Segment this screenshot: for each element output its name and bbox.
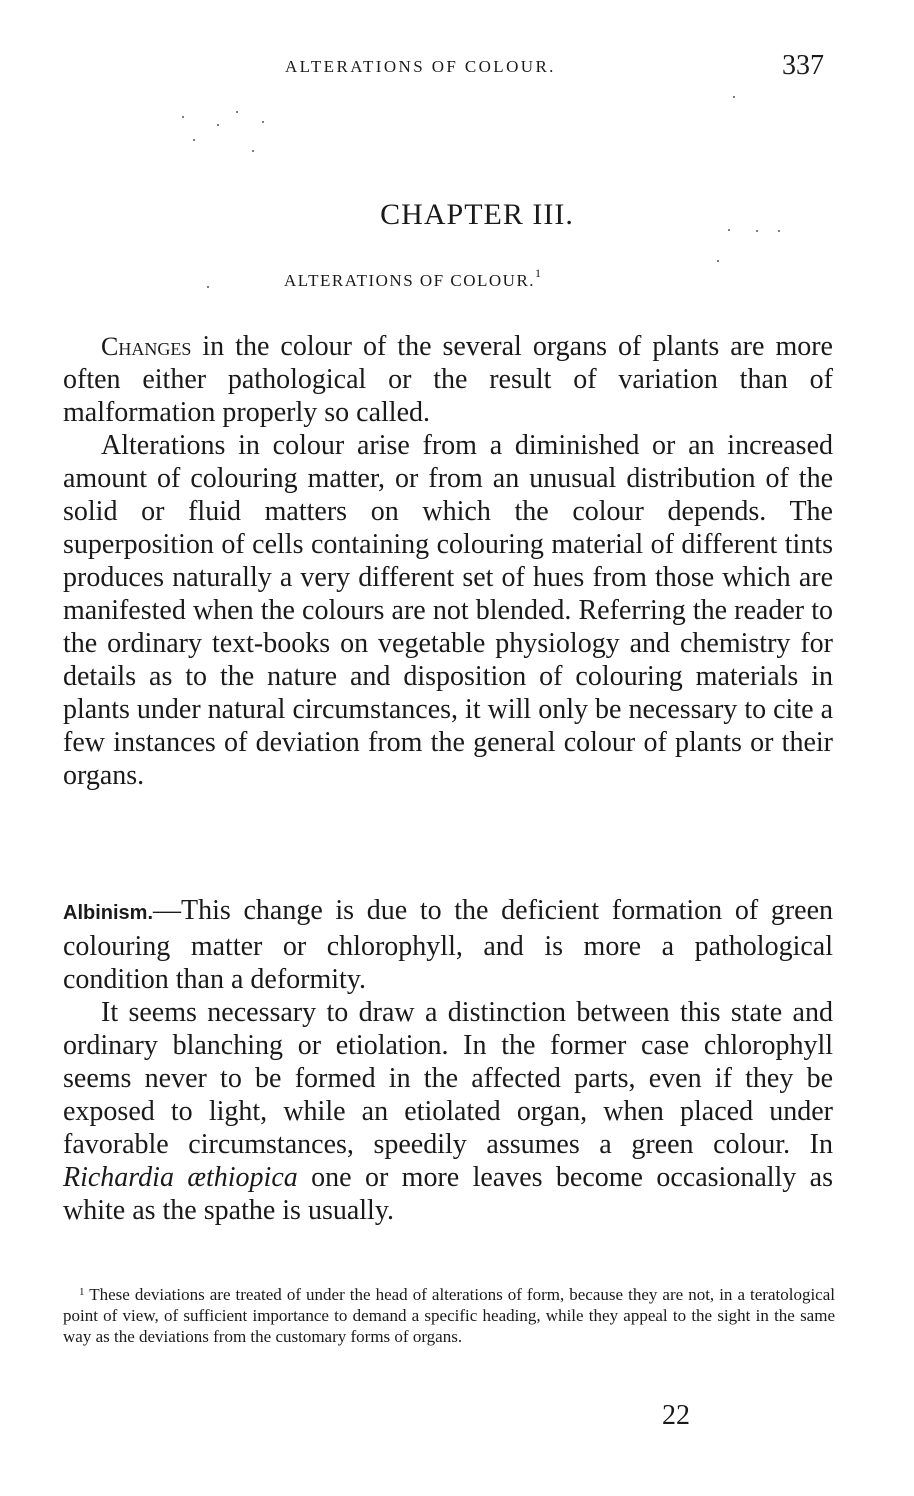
intro-paragraph-1-text: in the colour of the several organs of plants are more often either pathological or the result of variation than of malformation properly so called. [63,331,833,428]
footnote [63,1282,835,1347]
footnote-text: These deviations are treated of under the head of alterations of form, because they are not, in a teratological point of view, of sufficient importance to demand a specific heading, while they appeal to the sight in the same way as the deviations from the customary forms of organs. [63,1285,835,1346]
albinism-section [63,894,833,1227]
albinism-paragraph-2-text-b: one or more leaves become occasionally as white as the spathe is usually. [63,1162,834,1226]
albinism-paragraph-2-text-a: It seems necessary to draw a distinction between this state and ordinary blanching or etiolation. In the former case chlorophyll seems never to be formed in the affected parts, even if they be exposed to light, while an etiolated organ, when placed under favorable circumstances, speedily assumes a green colour. In [63,997,833,1160]
albinism-paragraph-1 [63,894,833,996]
intro-paragraph-1 [63,330,833,429]
footnote-reference: 1 [535,266,542,280]
page-number: 337 [782,50,824,81]
albinism-paragraph-1-text: —This change is due to the deficient formation of green colouring matter or chlorophyll, and is more a pathological condition than a deformity. [63,895,833,995]
species-name: Richardia æthiopica [63,1162,298,1193]
running-head-title: ALTERATIONS OF COLOUR. [285,57,556,76]
chapter-title: CHAPTER III. [380,198,574,231]
albinism-paragraph-2 [63,996,833,1227]
intro-paragraph-2: Alterations in colour arise from a diminished or an increased amount of colouring matter, or from an unusual distribution of the solid or fluid matters on which the colour depends. The superposition of cells containing colouring material of different tints produces naturally a very different set of hues from those which are manifested when the colours are not blended. Referring the reader to the ordinary text-books on vegetable physiology and chemistry for details as to the nature and disposition of colouring materials in plants under natural circumstances, it will only be necessary to cite a few instances of deviation from the general colour of plants or their organs. [63,430,833,791]
footnote-mark: 1 [79,1286,85,1298]
intro-section [63,330,833,792]
intro-lead-word: Changes [101,332,192,361]
chapter-subtitle-text: ALTERATIONS OF COLOUR. [284,271,536,290]
chapter-subtitle [284,266,541,291]
albinism-heading: Albinism. [63,902,154,924]
signature-mark: 22 [662,1400,690,1431]
